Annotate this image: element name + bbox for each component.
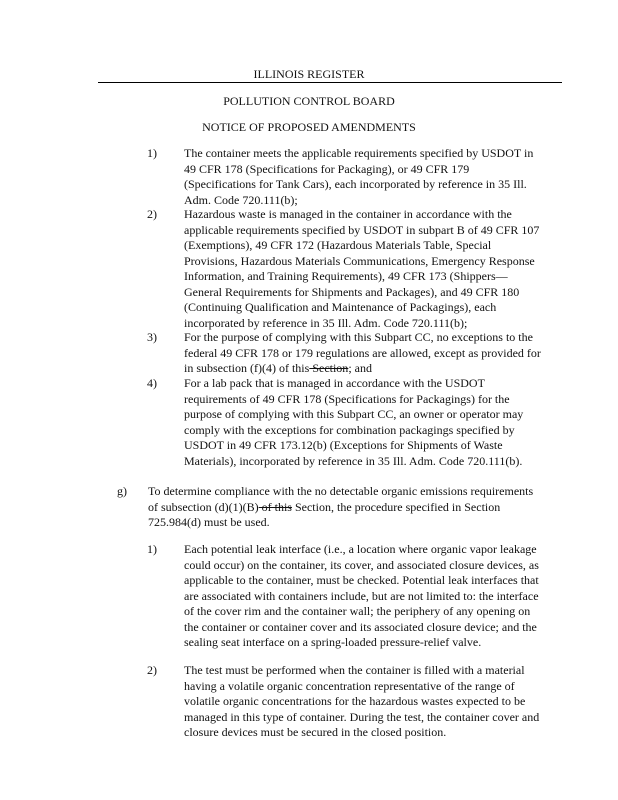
text-line [184,680,515,693]
text-line [184,224,539,237]
text-line [184,455,522,468]
text-line [184,664,525,677]
text-line [184,178,527,191]
text-segment: purpose of complying with this Subpart CC, an owner or operator may [184,407,524,421]
text-line [184,726,446,739]
text-line [184,377,485,390]
text-line [184,590,539,603]
agency-title: POLLUTION CONTROL BOARD [223,94,395,108]
text-line [184,695,525,708]
paragraph-number: 1) [147,146,157,160]
paragraph-number: 2) [147,207,157,221]
text-segment: requirements of 49 CFR 178 (Specifications for Packagings) for the [184,391,510,406]
text-line [184,331,533,344]
text-line [184,621,537,634]
notice-title: NOTICE OF PROPOSED AMENDMENTS [202,120,416,134]
text-segment: could occur) on the container, its cover, and associated closure devices, as [184,557,539,572]
paragraph-number: g) [117,484,127,498]
text-line [184,239,491,252]
text-line [184,574,539,587]
text-segment: (Exemptions), 49 CFR 172 (Hazardous Materials Table, Special [184,238,492,252]
text-segment: managed in this type of container. During the test, the container cover and [184,709,540,724]
text-line [184,347,541,360]
text-line [184,543,537,556]
text-segment: The container meets the applicable requirements specified by USDOT in [184,146,534,160]
text-line [184,301,496,314]
text-segment: ; and [348,361,372,375]
text-line [184,393,510,406]
text-segment: of subsection (d)(1)(B) [148,499,259,514]
text-segment: closure devices must be secured in the closed position. [184,725,447,739]
text-line [184,605,530,618]
text-segment: 49 CFR 178 (Specifications for Packaging), or 49 CFR 179 [184,161,470,176]
text-segment: Each potential leak interface (i.e., a location where organic vapor leakage [184,542,537,556]
text-segment: incorporated by reference in 35 Ill. Adm. Code 720.111(b); [184,315,468,330]
text-line [184,286,519,299]
text-line [184,317,467,330]
text-segment: Materials), incorporated by reference in 35 Ill. Adm. Code 720.111(b). [184,453,523,468]
text-segment: of the cover rim and the container wall; the periphery of any opening on [184,604,531,618]
text-line [184,194,298,207]
text-segment: For a lab pack that is managed in accordance with the USDOT [184,376,485,390]
text-segment: sealing seat interface on a spring-loaded pressure-relief valve. [184,635,482,649]
text-line [148,485,533,498]
text-line [184,439,503,452]
text-segment: comply with the exceptions for combination packagings specified by [184,422,515,437]
text-line [184,255,535,268]
text-segment: are associated with containers include, but are not limited to: the interface [184,588,539,603]
register-title: ILLINOIS REGISTER [253,67,365,81]
text-line [184,424,515,437]
paragraph-number: 1) [147,542,157,556]
text-segment: federal 49 CFR 178 or 179 regulations are allowed, except as provided for [184,345,541,360]
text-segment: 725.984(d) must be used. [148,515,270,529]
text-segment: For the purpose of complying with this Subpart CC, no exceptions to the [184,330,533,344]
text-line [184,711,539,724]
text-segment: volatile organic concentrations for the hazardous wastes expected to be [184,694,526,708]
text-segment: the container or container cover and its associated closure device; and the [184,619,537,634]
paragraph-number: 2) [147,663,157,677]
text-line [184,559,539,572]
text-line [184,147,533,160]
text-segment: To determine compliance with the no detectable organic emissions requirements [148,484,534,498]
text-line [148,516,270,529]
text-line [148,501,500,514]
header-rule [98,82,562,83]
text-segment: The test must be performed when the container is filled with a material [184,663,525,677]
text-segment: (Specifications for Tank Cars), each incorporated by reference in 35 Ill. [184,177,527,191]
text-segment: Provisions, Hazardous Materials Communications, Emergency Response [184,253,535,268]
struck-text: Section [309,361,349,375]
text-segment: General Requirements for Shipments and Packages), and 49 CFR 180 [184,284,520,299]
struck-text: of this [258,499,292,514]
text-segment: in subsection (f)(4) of this [184,361,310,375]
text-line [184,636,481,649]
paragraph-number: 3) [147,330,157,344]
text-segment: (Continuing Qualification and Maintenance of Packagings), each [184,300,497,314]
text-line [184,362,372,375]
text-segment: Hazardous waste is managed in the container in accordance with the [184,207,512,221]
text-line [184,208,512,221]
text-segment: USDOT in 49 CFR 173.12(b) (Exceptions for Shipments of Waste [184,438,503,452]
text-line [184,408,523,421]
text-segment: Information, and Training Requirements), 49 CFR 173 (Shippers— [184,269,508,283]
text-segment: Adm. Code 720.111(b); [184,192,298,207]
text-segment: applicable requirements specified by USDOT in subpart B of 49 CFR 107 [184,222,540,237]
paragraph-number: 4) [147,376,157,390]
text-segment: applicable to the container, must be checked. Potential leak interfaces that [184,573,539,587]
text-line [184,270,508,283]
text-segment: having a volatile organic concentration representative of the range of [184,678,515,693]
text-line [184,163,469,176]
text-segment: Section, the procedure specified in Section [291,499,501,514]
